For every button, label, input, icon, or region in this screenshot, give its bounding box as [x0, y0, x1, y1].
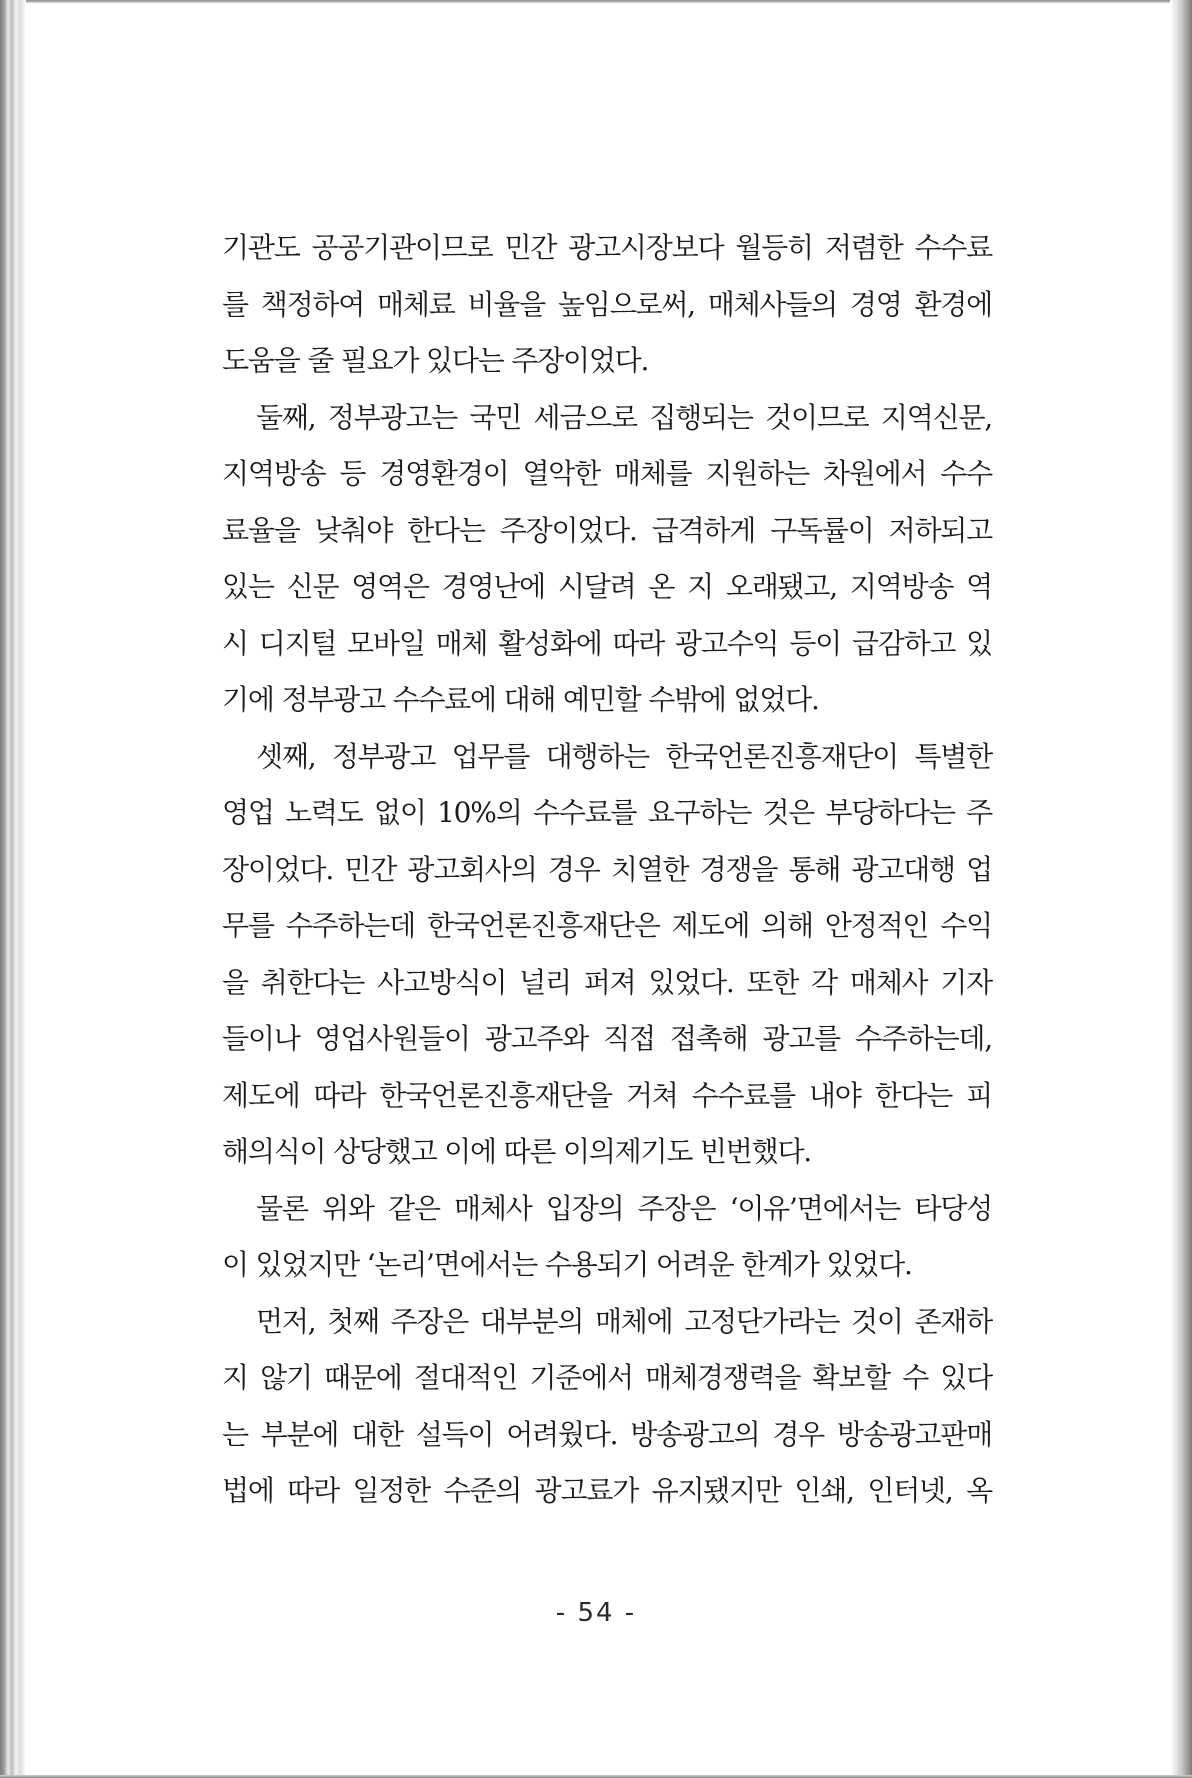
page-edge-left: [0, 0, 26, 1778]
text-line: 을 취한다는 사고방식이 널리 퍼져 있었다. 또한 각 매체사 기자: [222, 965, 992, 999]
text-line: 있는 신문 영역은 경영난에 시달려 온 지 오래됐고, 지역방송 역: [222, 570, 992, 603]
text-line: 기관도 공공기관이므로 민간 광고시장보다 월등히 저렴한 수수료: [222, 231, 992, 264]
page-edge-top: [0, 0, 1192, 3]
page-edge-right: [1170, 0, 1192, 1778]
page-number: - 54 -: [555, 1598, 637, 1628]
text-line: 도움을 줄 필요가 있다는 주장이었다.: [222, 344, 649, 377]
text-line: 제도에 따라 한국언론진흥재단을 거쳐 수수료를 내야 한다는 피: [222, 1078, 992, 1112]
text-line: 물론 위와 같은 매체사 입장의 주장은 ‘이유’면에서는 타당성: [256, 1191, 992, 1225]
text-line: 이 있었지만 ‘논리’면에서는 수용되기 어려운 한계가 있었다.: [222, 1248, 912, 1281]
text-line: 시 디지털 모바일 매체 활성화에 따라 광고수익 등이 급감하고 있: [222, 626, 992, 660]
text-line: 무를 수주하는데 한국언론진흥재단은 제도에 의해 안정적인 수익: [222, 909, 992, 942]
body-text: [222, 220, 992, 1520]
text-line: 영업 노력도 없이 10%의 수수료를 요구하는 것은 부당하다는 주: [222, 796, 992, 829]
text-line: 료율을 낮춰야 한다는 주장이었다. 급격하게 구독률이 저하되고: [222, 513, 992, 547]
text-line: 지 않기 때문에 절대적인 기준에서 매체경쟁력을 확보할 수 있다: [222, 1361, 992, 1394]
text-line: 둘째, 정부광고는 국민 세금으로 집행되는 것이므로 지역신문,: [256, 400, 992, 434]
text-line: 는 부분에 대한 설득이 어려웠다. 방송광고의 경우 방송광고판매: [222, 1417, 992, 1451]
text-line: 법에 따라 일정한 수준의 광고료가 유지됐지만 인쇄, 인터넷, 옥: [222, 1474, 992, 1507]
text-line: 지역방송 등 경영환경이 열악한 매체를 지원하는 차원에서 수수: [222, 457, 992, 490]
text-line: 장이었다. 민간 광고회사의 경우 치열한 경쟁을 통해 광고대행 업: [222, 852, 992, 886]
text-line: 셋째, 정부광고 업무를 대행하는 한국언론진흥재단이 특별한: [256, 739, 992, 773]
text-line: 해의식이 상당했고 이에 따른 이의제기도 빈번했다.: [222, 1135, 812, 1168]
text-line: 기에 정부광고 수수료에 대해 예민할 수밖에 없었다.: [222, 683, 819, 716]
text-line: 먼저, 첫째 주장은 대부분의 매체에 고정단가라는 것이 존재하: [256, 1304, 992, 1338]
text-line: 들이나 영업사원들이 광고주와 직접 접촉해 광고를 수주하는데,: [222, 1022, 992, 1055]
text-line: 를 책정하여 매체료 비율을 높임으로써, 매체사들의 경영 환경에: [222, 287, 992, 321]
